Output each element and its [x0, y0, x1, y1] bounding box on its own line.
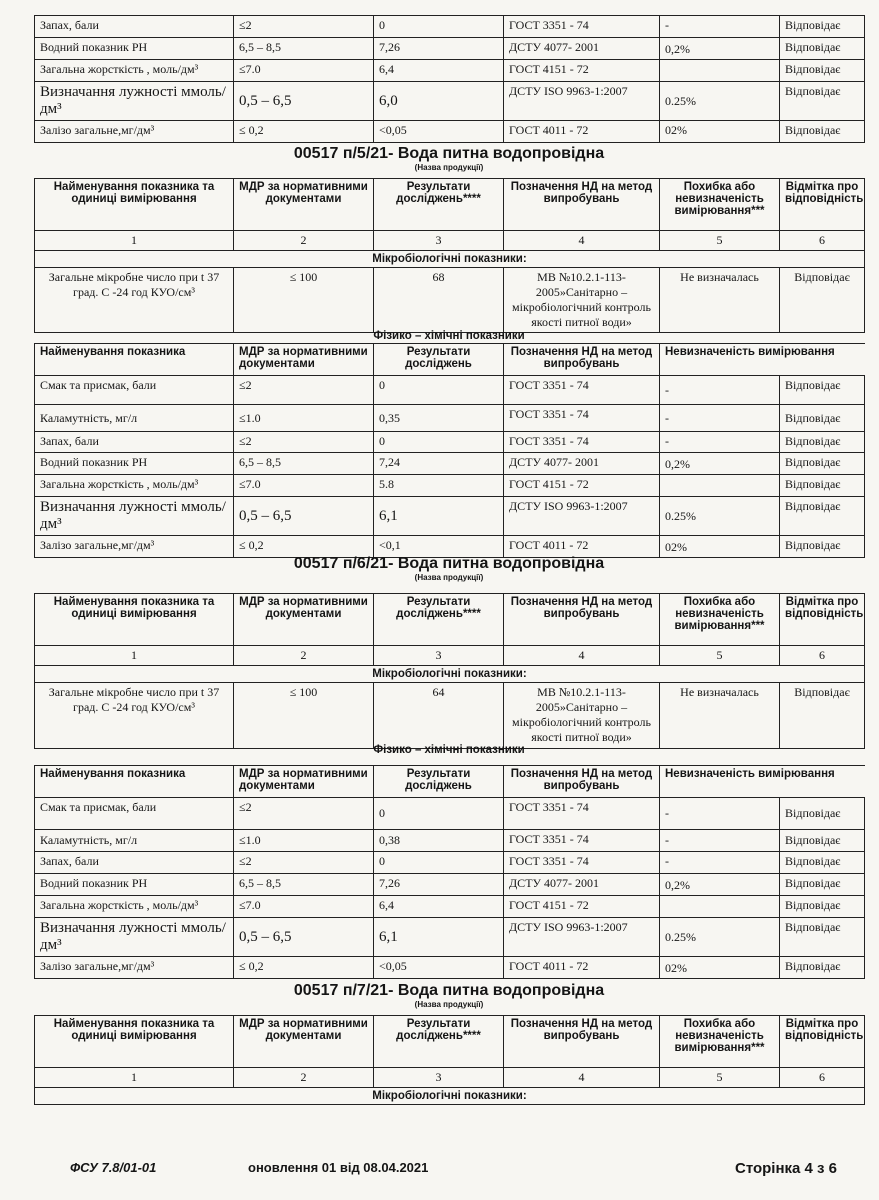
col-number: 2: [234, 231, 374, 251]
param-mdr: ≤ 0,2: [234, 957, 374, 979]
param-uncertainty: [660, 60, 780, 82]
section-label: Мікробіологічні показники:: [35, 1088, 865, 1105]
param-status: Відповідає: [780, 60, 865, 82]
param-status: Відповідає: [780, 376, 865, 405]
col-header: Найменування показника: [35, 766, 234, 798]
param-method: ДСТУ 4077- 2001: [504, 453, 660, 475]
param-method: ГОСТ 3351 - 74: [504, 376, 660, 405]
param-mdr: 0,5 – 6,5: [234, 918, 374, 957]
param-result: 0: [374, 798, 504, 830]
param-mdr: ≤7.0: [234, 896, 374, 918]
col-number: 3: [374, 646, 504, 666]
section-row: [35, 1088, 865, 1105]
param-status: Відповідає: [780, 536, 865, 558]
param-mdr: ≤1.0: [234, 405, 374, 432]
col-number: 5: [660, 231, 780, 251]
col-header: Результати досліджень****: [374, 1016, 504, 1068]
param-name: Смак та присмак, бали: [35, 798, 234, 830]
param-name: Запах, бали: [35, 432, 234, 453]
param-method: ГОСТ 3351 - 74: [504, 852, 660, 874]
param-status: Відповідає: [780, 432, 865, 453]
product-title: 00517 п/5/21- Вода питна водопровідна: [293, 145, 605, 162]
param-uncertainty: 0.25%: [660, 82, 780, 121]
table-row: [35, 475, 865, 497]
param-mdr: ≤7.0: [234, 475, 374, 497]
param-status: Відповідає: [780, 852, 865, 874]
param-status: Відповідає: [780, 798, 865, 830]
param-status: Відповідає: [780, 38, 865, 60]
param-name: Залізо загальне,мг/дм³: [35, 536, 234, 558]
param-mdr: ≤2: [234, 798, 374, 830]
col-header: Найменування показника та одиниці вимірювання: [35, 1016, 234, 1068]
param-mdr: ≤ 0,2: [234, 536, 374, 558]
param-status: Відповідає: [780, 16, 865, 38]
col-number: 5: [660, 646, 780, 666]
col-number: 6: [780, 231, 865, 251]
param-status: Відповідає: [780, 830, 865, 852]
param-result: <0,05: [374, 121, 504, 143]
table-row: [35, 16, 865, 38]
col-number: 2: [234, 1068, 374, 1088]
param-status: Відповідає: [780, 497, 865, 536]
col-number: 6: [780, 646, 865, 666]
micro-method: МВ №10.2.1-113-2005»Санітарно – мікробіологічний контроль якості питної води»: [504, 683, 660, 749]
param-uncertainty: -: [660, 405, 780, 432]
param-uncertainty: -: [660, 852, 780, 874]
table-row: [35, 453, 865, 475]
update-note: оновлення 01 від 08.04.2021: [248, 1160, 429, 1175]
param-mdr: ≤2: [234, 376, 374, 405]
param-method: ГОСТ 4011 - 72: [504, 957, 660, 979]
param-result: 0: [374, 376, 504, 405]
col-number: 6: [780, 1068, 865, 1088]
param-name: Залізо загальне,мг/дм³: [35, 121, 234, 143]
micro-uncertainty: Не визначалась: [660, 683, 780, 749]
col-header: Найменування показника та одиниці вимірювання: [35, 179, 234, 231]
micro-name: Загальне мікробне число при t 37 град. С -24 год КУО/см³: [35, 683, 234, 749]
table-row: [35, 432, 865, 453]
column-number-row: [35, 646, 865, 666]
col-header: Позначення НД на метод випробувань: [504, 766, 660, 798]
table-row: [35, 82, 865, 121]
param-uncertainty: 02%: [660, 536, 780, 558]
col-header: Найменування показника: [35, 344, 234, 376]
micro-status: Відповідає: [780, 268, 865, 333]
param-uncertainty: 0.25%: [660, 918, 780, 957]
product-heading: [34, 982, 864, 1010]
param-result: 0: [374, 16, 504, 38]
param-result: 6,4: [374, 60, 504, 82]
param-method: ДСТУ 4077- 2001: [504, 38, 660, 60]
col-header: Позначення НД на метод випробувань: [504, 179, 660, 231]
param-method: ГОСТ 4011 - 72: [504, 121, 660, 143]
param-mdr: 6,5 – 8,5: [234, 38, 374, 60]
col-number: 1: [35, 646, 234, 666]
param-name: Визначання лужності ммоль/дм³: [35, 82, 234, 121]
col-header: Найменування показника та одиниці вимірювання: [35, 594, 234, 646]
param-mdr: 0,5 – 6,5: [234, 497, 374, 536]
table-row: [35, 918, 865, 957]
param-result: 7,26: [374, 38, 504, 60]
param-name: Каламутність, мг/л: [35, 405, 234, 432]
col-header: Результати досліджень****: [374, 594, 504, 646]
micro-uncertainty: Не визначалась: [660, 268, 780, 333]
col-number: 1: [35, 231, 234, 251]
table-row: [35, 852, 865, 874]
table-row: [35, 798, 865, 830]
col-header: Позначення НД на метод випробувань: [504, 1016, 660, 1068]
param-uncertainty: -: [660, 830, 780, 852]
param-name: Водний показник РН: [35, 38, 234, 60]
param-method: ДСТУ ISO 9963-1:2007: [504, 918, 660, 957]
param-result: 6,1: [374, 918, 504, 957]
param-uncertainty: 02%: [660, 121, 780, 143]
col-number: 4: [504, 646, 660, 666]
table-row: [35, 830, 865, 852]
param-result: 0: [374, 432, 504, 453]
col-number: 3: [374, 1068, 504, 1088]
param-name: Смак та присмак, бали: [35, 376, 234, 405]
col-header: МДР за нормативними документами: [234, 766, 374, 798]
table-header-row: [35, 1016, 865, 1068]
micro-table: [34, 1015, 865, 1105]
param-result: 7,24: [374, 453, 504, 475]
micro-mdr: ≤ 100: [234, 683, 374, 749]
micro-method: МВ №10.2.1-113-2005»Санітарно – мікробіологічний контроль якості питної води»: [504, 268, 660, 333]
col-number: 4: [504, 231, 660, 251]
param-uncertainty: 0,2%: [660, 38, 780, 60]
param-method: ГОСТ 3351 - 74: [504, 405, 660, 432]
param-method: ГОСТ 4151 - 72: [504, 896, 660, 918]
param-result: 6,1: [374, 497, 504, 536]
param-method: ГОСТ 4151 - 72: [504, 60, 660, 82]
micro-mdr: ≤ 100: [234, 268, 374, 333]
param-status: Відповідає: [780, 475, 865, 497]
col-header: Похибка або невизначеність вимірювання***: [660, 1016, 780, 1068]
col-header: МДР за нормативними документами: [234, 1016, 374, 1068]
param-mdr: ≤ 0,2: [234, 121, 374, 143]
param-method: ГОСТ 3351 - 74: [504, 830, 660, 852]
param-result: <0,1: [374, 536, 504, 558]
param-status: Відповідає: [780, 82, 865, 121]
param-name: Залізо загальне,мг/дм³: [35, 957, 234, 979]
param-mdr: ≤2: [234, 432, 374, 453]
product-title: 00517 п/7/21- Вода питна водопровідна: [293, 982, 605, 999]
micro-table: [34, 593, 865, 749]
column-number-row: [35, 231, 865, 251]
param-mdr: ≤1.0: [234, 830, 374, 852]
table-row: [35, 896, 865, 918]
param-mdr: ≤2: [234, 16, 374, 38]
param-result: 0,38: [374, 830, 504, 852]
table-row: [35, 121, 865, 143]
table-header-row: [35, 179, 865, 231]
phys-table: [34, 765, 865, 979]
table-row: [35, 957, 865, 979]
param-status: Відповідає: [780, 405, 865, 432]
col-header: Відмітка про відповідність: [780, 179, 865, 231]
param-result: 0,35: [374, 405, 504, 432]
table-header-row: [35, 344, 865, 376]
table-header-row: [35, 594, 865, 646]
phys-section-title: Фізико – хімічні показники: [373, 744, 525, 756]
col-header: Відмітка про відповідність: [780, 594, 865, 646]
col-header: Похибка або невизначеність вимірювання***: [660, 179, 780, 231]
param-method: ГОСТ 4151 - 72: [504, 475, 660, 497]
section-label: Мікробіологічні показники:: [35, 251, 865, 268]
table-row: [35, 376, 865, 405]
param-mdr: 0,5 – 6,5: [234, 82, 374, 121]
section-row: [35, 666, 865, 683]
col-header: МДР за нормативними документами: [234, 344, 374, 376]
param-mdr: 6,5 – 8,5: [234, 453, 374, 475]
col-number: 3: [374, 231, 504, 251]
col-header: Позначення НД на метод випробувань: [504, 344, 660, 376]
param-method: ГОСТ 3351 - 74: [504, 16, 660, 38]
param-name: Визначання лужності ммоль/дм³: [35, 497, 234, 536]
table-row: [35, 874, 865, 896]
param-name: Водний показник РН: [35, 874, 234, 896]
table-row: [35, 497, 865, 536]
param-status: Відповідає: [780, 874, 865, 896]
col-header: Невизначеність вимірювання: [660, 344, 865, 376]
param-name: Загальна жорсткість , моль/дм³: [35, 60, 234, 82]
param-result: 5.8: [374, 475, 504, 497]
table-row: [35, 268, 865, 333]
param-status: Відповідає: [780, 918, 865, 957]
table-row: [35, 683, 865, 749]
param-uncertainty: [660, 896, 780, 918]
column-number-row: [35, 1068, 865, 1088]
col-header: Невизначеність вимірювання: [660, 766, 865, 798]
product-heading: [34, 145, 864, 173]
param-name: Запах, бали: [35, 852, 234, 874]
param-name: Визначання лужності ммоль/дм³: [35, 918, 234, 957]
micro-name: Загальне мікробне число при t 37 град. С -24 год КУО/см³: [35, 268, 234, 333]
param-status: Відповідає: [780, 957, 865, 979]
table-row: [35, 405, 865, 432]
param-mdr: ≤7.0: [234, 60, 374, 82]
micro-status: Відповідає: [780, 683, 865, 749]
param-uncertainty: 0.25%: [660, 497, 780, 536]
param-name: Каламутність, мг/л: [35, 830, 234, 852]
col-header: Результати досліджень: [374, 344, 504, 376]
param-result: 6,4: [374, 896, 504, 918]
param-method: ГОСТ 3351 - 74: [504, 798, 660, 830]
section-row: [35, 251, 865, 268]
param-name: Запах, бали: [35, 16, 234, 38]
param-uncertainty: 0,2%: [660, 453, 780, 475]
top-results-table: [34, 15, 865, 143]
section-label: Мікробіологічні показники:: [35, 666, 865, 683]
col-header: Результати досліджень****: [374, 179, 504, 231]
param-method: ГОСТ 4011 - 72: [504, 536, 660, 558]
col-header: Похибка або невизначеність вимірювання***: [660, 594, 780, 646]
param-name: Водний показник РН: [35, 453, 234, 475]
param-method: ДСТУ ISO 9963-1:2007: [504, 82, 660, 121]
param-method: ДСТУ ISO 9963-1:2007: [504, 497, 660, 536]
col-header: МДР за нормативними документами: [234, 179, 374, 231]
param-uncertainty: -: [660, 376, 780, 405]
product-subtitle: (Назва продукції): [414, 1000, 484, 1009]
param-status: Відповідає: [780, 896, 865, 918]
param-result: 6,0: [374, 82, 504, 121]
phys-table: [34, 343, 865, 558]
page-number: Сторінка 4 з 6: [735, 1160, 838, 1177]
param-uncertainty: 0,2%: [660, 874, 780, 896]
param-uncertainty: 02%: [660, 957, 780, 979]
micro-table: [34, 178, 865, 333]
table-header-row: [35, 766, 865, 798]
col-number: 4: [504, 1068, 660, 1088]
param-uncertainty: -: [660, 798, 780, 830]
col-number: 2: [234, 646, 374, 666]
table-row: [35, 38, 865, 60]
param-uncertainty: -: [660, 16, 780, 38]
param-result: 7,26: [374, 874, 504, 896]
param-result: 0: [374, 852, 504, 874]
param-result: <0,05: [374, 957, 504, 979]
param-uncertainty: -: [660, 432, 780, 453]
document-code: ФСУ 7.8/01-01: [70, 1160, 157, 1175]
product-heading: [34, 555, 864, 583]
param-status: Відповідає: [780, 453, 865, 475]
col-number: 1: [35, 1068, 234, 1088]
micro-result: 68: [374, 268, 504, 333]
product-subtitle: (Назва продукції): [414, 163, 484, 172]
col-header: Відмітка про відповідність: [780, 1016, 865, 1068]
param-method: ГОСТ 3351 - 74: [504, 432, 660, 453]
param-method: ДСТУ 4077- 2001: [504, 874, 660, 896]
phys-section-title: Фізико – хімічні показники: [373, 330, 525, 342]
param-uncertainty: [660, 475, 780, 497]
param-name: Загальна жорсткість , моль/дм³: [35, 475, 234, 497]
micro-result: 64: [374, 683, 504, 749]
product-title: 00517 п/6/21- Вода питна водопровідна: [293, 555, 605, 572]
col-header: Позначення НД на метод випробувань: [504, 594, 660, 646]
product-subtitle: (Назва продукції): [414, 573, 484, 582]
col-number: 5: [660, 1068, 780, 1088]
col-header: Результати досліджень: [374, 766, 504, 798]
param-mdr: 6,5 – 8,5: [234, 874, 374, 896]
param-status: Відповідає: [780, 121, 865, 143]
table-row: [35, 60, 865, 82]
param-mdr: ≤2: [234, 852, 374, 874]
param-name: Загальна жорсткість , моль/дм³: [35, 896, 234, 918]
col-header: МДР за нормативними документами: [234, 594, 374, 646]
